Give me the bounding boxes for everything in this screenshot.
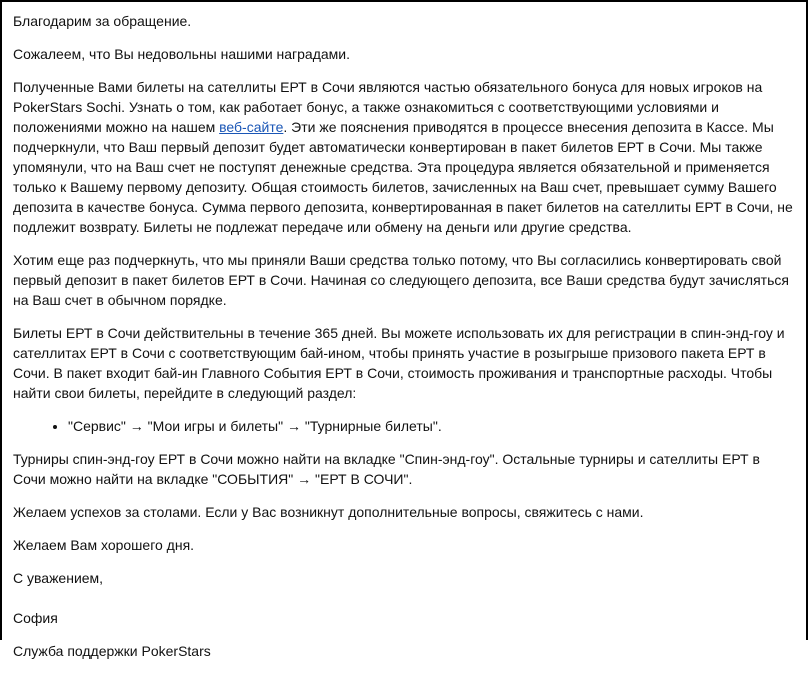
good-day-paragraph: Желаем Вам хорошего дня. [13, 537, 195, 553]
tournaments-paragraph: Турниры спин-энд-гоу ЕРТ в Сочи можно найти на вкладке "Спин-энд-гоу". Остальные турниры и сателлиты ЕРТ в Сочи можно найти на вкладке "СОБЫТИЯ" → "ЕРТ В СОЧИ". [13, 451, 760, 487]
bonus-explanation-paragraph [13, 77, 793, 237]
bonus-explanation-text-start: Полученные Вами билеты на сателлиты ЕРТ в Сочи являются частью обязательного бонуса для новых игроков на PokerStars Sochi. Узнать о том, как работает бонус, а также ознакомиться с соответствующими условиями и положениями можно на нашем [13, 79, 763, 135]
regret-paragraph: Сожалеем, что Вы недовольны нашими наградами. [13, 46, 351, 62]
navigation-path-list [13, 416, 793, 436]
signer-name: София [13, 610, 58, 626]
greeting-paragraph: Благодарим за обращение. [13, 13, 192, 29]
signer-team: Служба поддержки PokerStars [13, 643, 211, 659]
good-luck-paragraph: Желаем успехов за столами. Если у Вас возникнут дополнительные вопросы, свяжитесь с нами. [13, 504, 644, 520]
list-item: • "Сервис" → "Мои игры и билеты" → "Турнирные билеты". [68, 416, 793, 436]
closing-paragraph: С уважением, [13, 570, 104, 586]
deposit-paragraph: Хотим еще раз подчеркнуть, что мы приняли Ваши средства только потому, что Вы согласились конвертировать свой первый депозит в пакет билетов ЕРТ в Сочи. Начиная со следующего депозита, все Ваши средства будут зачисляться на Ваш счет в обычном порядке. [13, 252, 789, 308]
tickets-paragraph: Билеты ЕРТ в Сочи действительны в течение 365 дней. Вы можете использовать их для регистрации в спин-энд-гоу и сателлитах ЕРТ в Сочи с соответствующим бай-ином, чтобы принять участие в розыгрыше призового пакета ЕРТ в Сочи. В пакет входит бай-ин Главного События ЕРТ в Сочи, стоимость проживания и транспортные расходы. Чтобы найти свои билеты, перейдите в следующий раздел: [13, 325, 785, 401]
bonus-explanation-text-end: . Эти же пояснения приводятся в процессе внесения депозита в Кассе. Мы подчеркнули, что Ваш первый депозит будет автоматически конвертирован в пакет билетов ЕРТ в Сочи. Мы также упомянули, что на Ваш счет не поступят денежные средства. Эта процедура является обязательной и применяется только к Вашему первому депозиту. Общая стоимость билетов, зачисленных на Ваш счет, превышает сумму Вашего депозита в качестве бонуса. Сумма первого депозита, конвертированная в пакет билетов на сателлиты ЕРТ в Сочи, не подлежит возврату. Билеты не подлежат передаче или обмену на деньги или другие средства. [13, 119, 793, 235]
email-body [13, 11, 793, 674]
signature-block [13, 608, 793, 661]
website-link[interactable]: веб-сайте [219, 119, 284, 135]
